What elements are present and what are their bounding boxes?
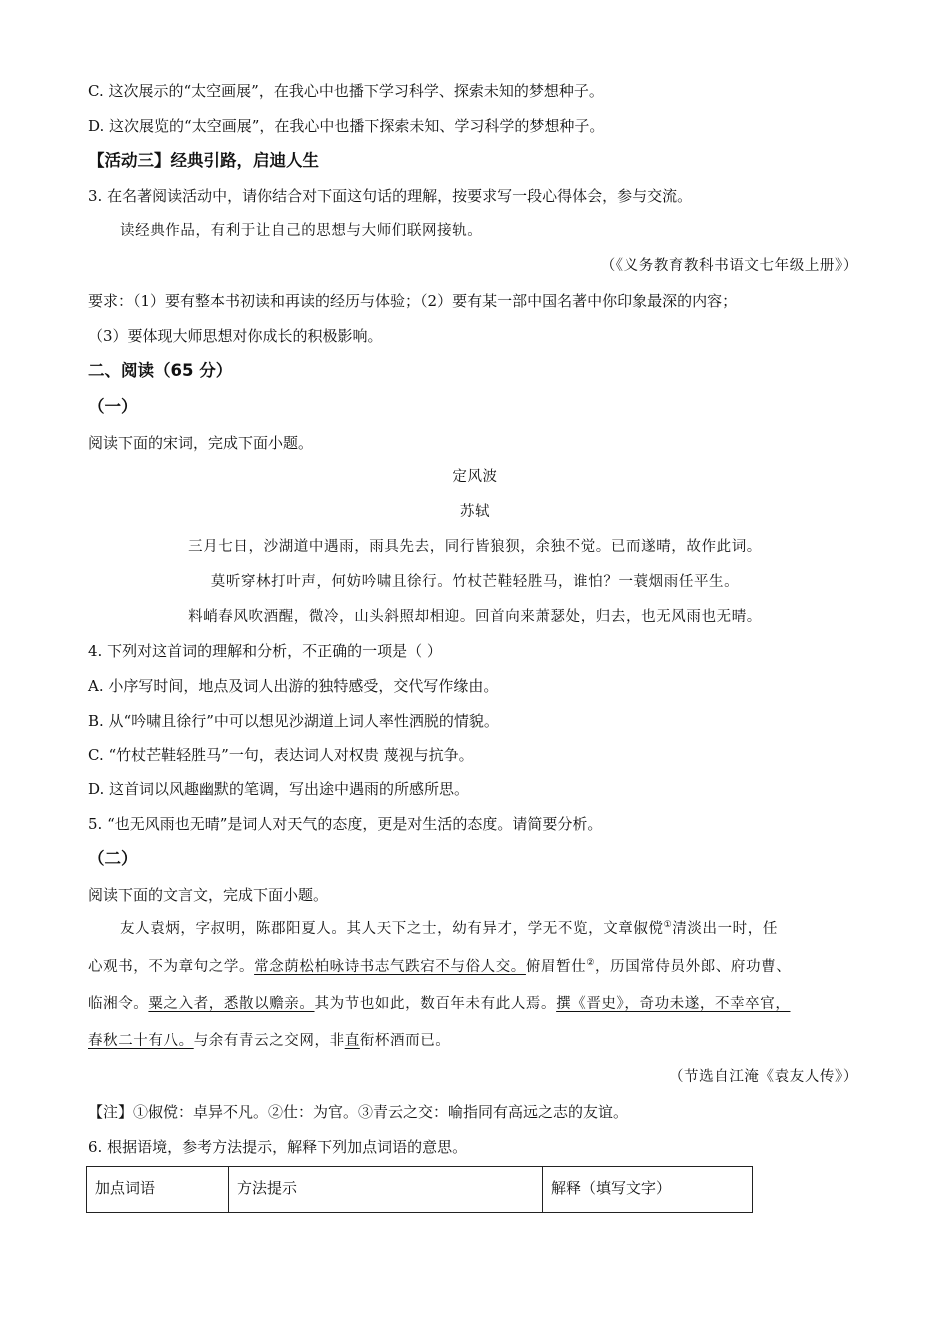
classical-text-source: （节选自江淹《袁友人传》） [668, 1069, 858, 1085]
option-4a: A. 小序写时间，地点及词人出游的独特感受，交代写作缘由。 [88, 677, 499, 695]
classical-text-line-4 [88, 1030, 450, 1052]
question-5: 5. “也无风雨也无晴”是词人对天气的态度，更是对生活的态度。请简要分析。 [88, 815, 603, 833]
question-6: 6. 根据语境，参考方法提示，解释下列加点词语的意思。 [88, 1138, 468, 1156]
text-seg: 友人袁炳，字叔明，陈郡阳夏人。其人天下之士，幼有异才，学无不览，文章俶傥 [120, 921, 664, 937]
option-4b: B. 从“吟啸且徐行”中可以想见沙湖道上词人率性洒脱的情貌。 [88, 712, 499, 730]
text-seg: 心观书，不为章句之学。 [88, 959, 255, 975]
option-4d: D. 这首词以风趣幽默的笔调，写出途中遇雨的所感所思。 [88, 780, 470, 798]
text-seg: 清淡出一时，任 [672, 921, 778, 937]
classical-text-line-3 [88, 993, 790, 1015]
requirement-line-2: （3）要体现大师思想对你成长的积极影响。 [88, 327, 383, 345]
question-3: 3. 在名著阅读活动中，请你结合对下面这句话的理解，按要求写一段心得体会，参与交流。 [88, 187, 693, 205]
option-3d: D. 这次展览的“太空画展”，在我心中也播下探索未知、学习科学的梦想种子。 [88, 117, 605, 135]
part-1-heading: （一） [88, 397, 138, 416]
text-seg: ，历国常侍员外郎、府功曹、 [595, 959, 792, 975]
part-2-intro: 阅读下面的文言文，完成下面小题。 [88, 886, 329, 904]
part-1-intro: 阅读下面的宋词，完成下面小题。 [88, 434, 314, 452]
section-2-heading: 二、阅读（65 分） [88, 361, 233, 380]
table-row [87, 1167, 753, 1213]
poem-title: 定风波 [452, 469, 498, 485]
annotation-note: 【注】①俶傥：卓异不凡。②仕：为官。③青云之交：喻指同有高远之志的友谊。 [88, 1103, 629, 1121]
requirement-line-1: 要求：（1）要有整本书初读和再读的经历与体验；（2）要有某一部中国名著中你印象最深的内容； [88, 292, 738, 310]
classical-text-line-2 [88, 956, 791, 978]
poem-line-1: 莫听穿林打叶声，何妨吟啸且徐行。竹杖芒鞋轻胜马，谁怕？一蓑烟雨任平生。 [210, 574, 740, 590]
table-header-cell: 方法提示 [229, 1167, 543, 1213]
underlined-sentence: 春秋二十有八。 [88, 1033, 194, 1049]
table-header-cell: 加点词语 [87, 1167, 229, 1213]
classical-text-line-1 [120, 918, 778, 940]
text-seg: 与余有青云之交网，非 [193, 1033, 345, 1049]
vocabulary-table [86, 1166, 753, 1213]
option-3c: C. 这次展示的“太空画展”，在我心中也播下学习科学、探索未知的梦想种子。 [88, 82, 604, 100]
underlined-sentence: 常念荫松柏咏诗书志气跌宕不与俗人交。 [254, 959, 526, 975]
text-seg: 其为节也如此，数百年未有此人焉。 [314, 996, 557, 1012]
option-4c: C. “竹杖芒鞋轻胜马”一句，表达词人对权贵 蔑视与抗争。 [88, 746, 474, 764]
text-seg: 临湘令。 [88, 996, 149, 1012]
question-4: 4. 下列对这首词的理解和分析，不正确的一项是（ ） [88, 642, 442, 660]
poem-preface: 三月七日，沙湖道中遇雨，雨具先去，同行皆狼狈，余独不觉。已而遂晴，故作此词。 [188, 539, 762, 555]
poem-author: 苏轼 [459, 504, 491, 520]
text-seg: 俯眉暂仕 [525, 959, 587, 975]
underlined-sentence: 撰《晋史》，奇功未遂，不幸卒官， [556, 996, 791, 1012]
poem-line-2: 料峭春风吹酒醒，微冷，山头斜照却相迎。回首向来萧瑟处，归去，也无风雨也无晴。 [188, 609, 762, 625]
note-marker: ② [586, 958, 595, 969]
quote-source: （《义务教育教科书语文七年级上册》） [600, 258, 858, 274]
underlined-sentence: 粟之入者，悉散以赡亲。 [148, 996, 315, 1012]
quote-text: 读经典作品，有利于让自己的思想与大师们联网接轨。 [120, 223, 483, 239]
dotted-word: 直 [344, 1033, 360, 1049]
part-2-heading: （二） [88, 849, 138, 868]
text-seg: 衔杯酒而已。 [359, 1033, 451, 1049]
activity-3-heading: 【活动三】经典引路，启迪人生 [88, 151, 319, 170]
table-header-cell: 解释（填写文字） [543, 1167, 753, 1213]
note-marker: ① [663, 920, 673, 931]
